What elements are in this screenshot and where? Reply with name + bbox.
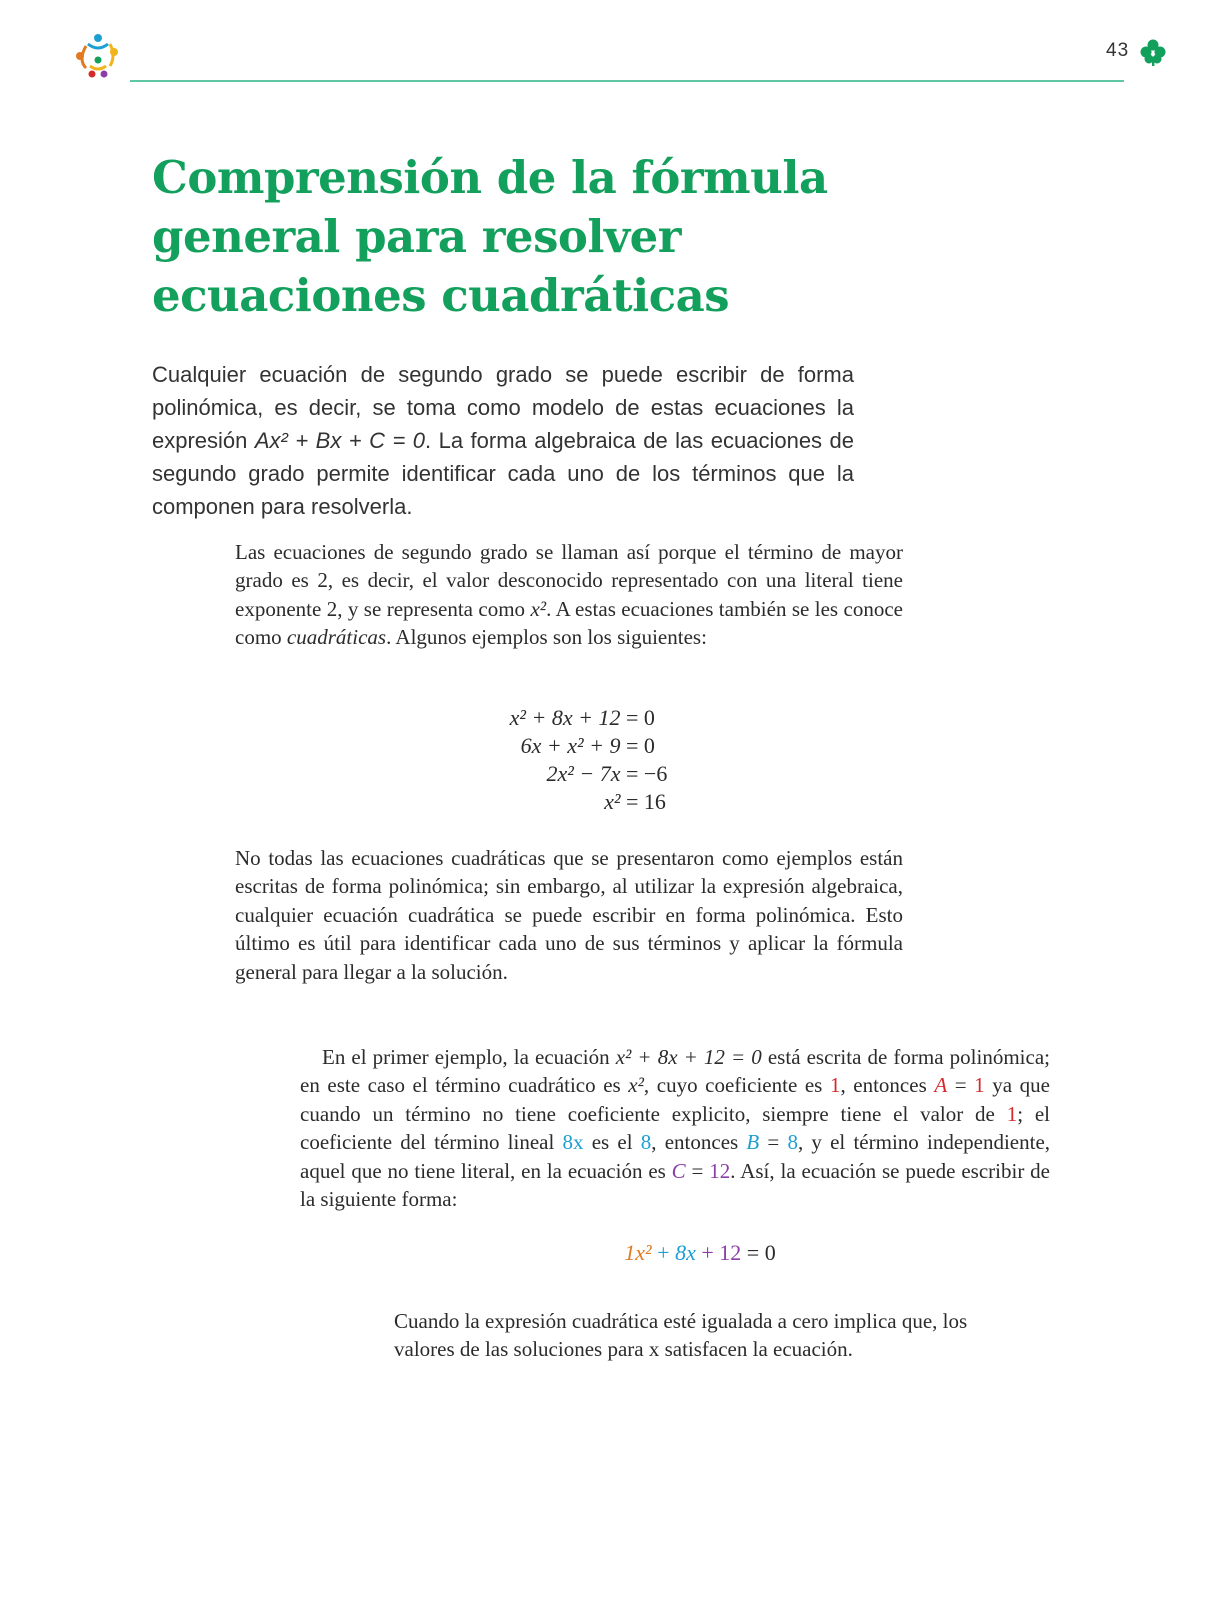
example-equation: x² = 16 [604,789,666,814]
coefficient-explanation-paragraph: En el primer ejemplo, la ecuación x² + 8x + 12 = 0 está escrita de forma polinómica; en este caso el término cuadrático es x², cuyo coeficiente es 1, entonces A = 1 ya que cuando un término no tiene coeficiente explicito, siempre tiene el valor de 1; el coeficiente del término lineal 8x es el 8, entonces B = 8, y el término independiente, aquel que no tiene literal, en la ecuación es C = 12. Así, la ecuación se puede escribir de la siguiente forma: [300,1045,1051,1212]
page-title: Comprensión de la fórmula general para resolver ecuaciones cuadráticas [152,151,828,322]
polynomial-expression: Ax² + Bx + C = 0 [254,428,426,453]
term-c: 12 [719,1240,742,1265]
term-a: 1x² [624,1240,652,1265]
green-clover-icon [1140,37,1166,67]
header-rule [130,80,1124,82]
example-equation: x² + 8x + 12 = 0 [509,705,655,730]
definition-paragraph: Las ecuaciones de segundo grado se llaman así porque el término de mayor grado es 2, es decir, el valor desconocido representado con una literal tiene exponente 2, y se representa como x². A estas ecuaciones también se les conoce como cuadráticas. Algunos ejemplos son los siguientes: [235,540,903,650]
people-circle-logo-icon [70,30,126,86]
polynomial-form-paragraph: No todas las ecuaciones cuadráticas que se presentaron como ejemplos están escritas de forma polinómica; sin embargo, al utilizar la expresión algebraica, cualquier ecuación cuadrática se puede escribir en forma polinómica. Esto último es útil para identificar cada uno de sus términos y aplicar la fórmula general para llegar a la solución. [235,846,903,984]
intro-paragraph: Cualquier ecuación de segundo grado se puede escribir de forma polinómica, es decir, se toma como modelo de estas ecuaciones la expresión Ax² + Bx + C = 0. La forma algebraica de las ecuaciones de segundo grado permite identificar cada uno de los términos que la componen para resolverla. [152,362,854,519]
emphasis-term: cuadráticas [286,625,387,650]
solution-note-paragraph: Cuando la expresión cuadrática esté igualada a cero implica que, los valores de las soluciones para x satisfacen la ecuación. [394,1309,968,1362]
color-coded-equation: 1x² + 8x + 12 = 0 [624,1240,776,1265]
page-number: 43 [1106,40,1130,61]
term-b: 8x [675,1240,696,1265]
example-equation: 2x² − 7x = −6 [546,761,668,786]
example-equation: 6x + x² + 9 = 0 [520,733,655,758]
